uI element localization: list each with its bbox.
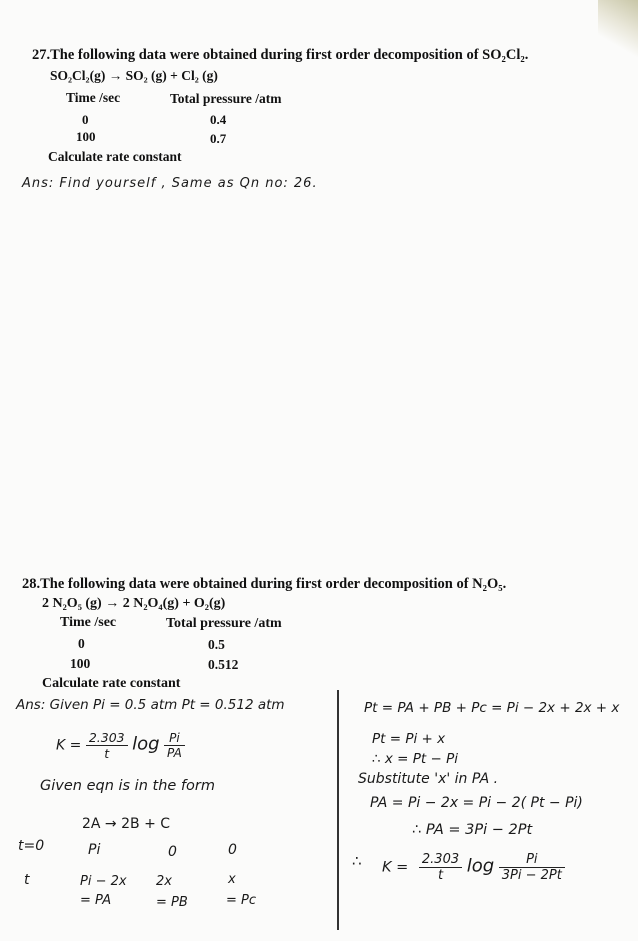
- sol-eq-c: = Pc: [226, 893, 257, 908]
- sol-t-b: 2x: [156, 874, 172, 889]
- sol-k-num: 2.303: [86, 730, 128, 746]
- sol-r-line6: ∴ PA = 3Pi − 2Pt: [412, 822, 533, 838]
- q27-reaction: SO₂Cl₂(g) → SO₂ (g) + Cl₂ (g): [50, 68, 218, 83]
- q27-col-time: Time /sec: [66, 90, 121, 105]
- sol-k-frac-den: PA: [166, 746, 182, 760]
- q28-row0-time: 0: [78, 636, 85, 651]
- q27-row1-pressure: 0.7: [210, 131, 227, 146]
- sol-r-line3: ∴ x = Pt − Pi: [372, 751, 458, 767]
- sol-t-c: x: [228, 872, 236, 887]
- sol-k-log: log: [132, 733, 160, 755]
- sol-k-den: t: [104, 746, 110, 761]
- sol-r-final-frac-num: Pi: [499, 852, 565, 868]
- sol-t0-c: 0: [228, 842, 237, 858]
- q27-title: 27.The following data were obtained during first order decomposition of SO₂Cl₂.: [32, 47, 529, 63]
- sol-r-final-frac-den: 3Pi − 2Pt: [501, 868, 562, 883]
- q28-col-pressure: Total pressure /atm: [166, 616, 282, 631]
- sol-t-a: Pi − 2x: [80, 874, 127, 889]
- q27-row0-time: 0: [82, 112, 89, 127]
- sol-k-label: K =: [56, 737, 82, 754]
- sol-t0-a: Pi: [88, 842, 101, 858]
- page-corner-shadow: [598, 0, 638, 60]
- sol-t-label: t: [24, 872, 30, 888]
- sol-r-line4: Substitute 'x' in PA .: [358, 771, 499, 787]
- q27-col-pressure: Total pressure /atm: [170, 91, 282, 106]
- q28-row1-pressure: 0.512: [208, 657, 239, 672]
- sol-r-final-num: 2.303: [419, 852, 462, 868]
- q27-prompt: Calculate rate constant: [48, 149, 182, 164]
- q28-row1-time: 100: [70, 656, 91, 671]
- sol-r-final-k: K =: [382, 859, 409, 876]
- sol-eq-a: = PA: [80, 893, 112, 908]
- q27-row1-time: 100: [76, 129, 96, 144]
- sol-eq-b: = PB: [156, 895, 188, 910]
- sol-r-line2: Pt = Pi + x: [372, 731, 446, 747]
- solution-divider: [337, 690, 339, 930]
- sol-r-line1: Pt = PA + PB + Pc = Pi − 2x + 2x + x: [364, 700, 620, 716]
- sol-eqn: 2A → 2B + C: [82, 816, 171, 832]
- sol-given: Ans: Given Pi = 0.5 atm Pt = 0.512 atm: [16, 697, 285, 713]
- q28-col-time: Time /sec: [60, 615, 117, 630]
- sol-t0-label: t=0: [18, 838, 45, 854]
- sol-r-line5: PA = Pi − 2x = Pi − 2( Pt − Pi): [370, 795, 583, 811]
- sol-t0-b: 0: [168, 844, 177, 860]
- sol-r-final-log: log: [466, 855, 495, 877]
- sol-r-final-therefore: ∴: [352, 852, 362, 870]
- sol-k-frac-num: Pi: [164, 731, 185, 746]
- q27-row0-pressure: 0.4: [210, 112, 227, 127]
- q28-row0-pressure: 0.5: [208, 637, 225, 652]
- sol-r-final: [382, 852, 565, 883]
- q27-answer: Ans: Find yourself , Same as Qn no: 26.: [22, 176, 318, 191]
- sol-k-formula: [56, 730, 185, 761]
- sol-r-final-den: t: [437, 868, 444, 883]
- q28-reaction: 2 N₂O₅ (g) → 2 N₂O₄(g) + O₂(g): [42, 596, 226, 611]
- q28-title: 28.The following data were obtained during first order decomposition of N₂O₅.: [22, 576, 507, 592]
- sol-eqn-form: Given eqn is in the form: [40, 778, 215, 794]
- q28-prompt: Calculate rate constant: [42, 676, 181, 691]
